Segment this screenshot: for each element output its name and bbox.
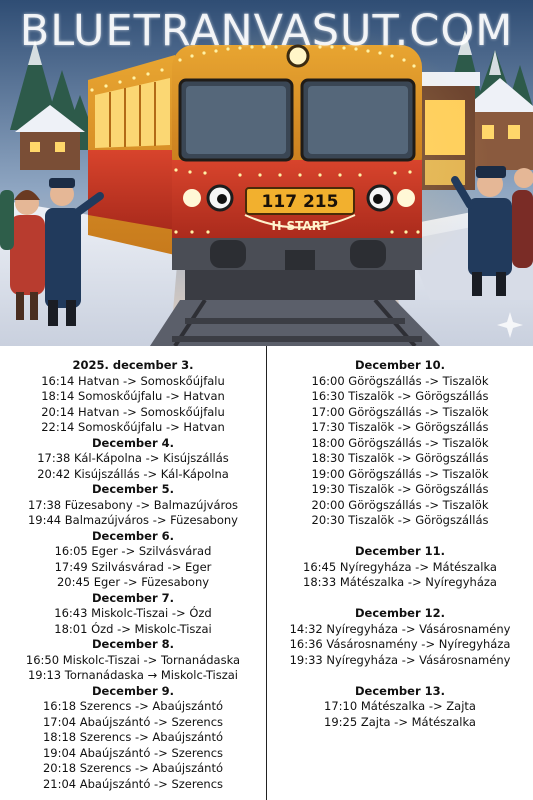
day-title: December 6. bbox=[91, 528, 175, 543]
trip-entry: 17:49 Szilvásvárad -> Eger bbox=[54, 559, 212, 574]
trip-entry: 20:42 Kisújszállás -> Kál-Kápolna bbox=[37, 466, 229, 481]
day-title: December 5. bbox=[91, 482, 175, 496]
trip-entry: 20:18 Szerencs -> Abaújszántó bbox=[42, 761, 224, 775]
trip-entry: 20:00 Görögszállás -> Tiszalök bbox=[311, 497, 489, 512]
trip-entry: 17:38 Kál-Kápolna -> Kisújszállás bbox=[37, 451, 229, 465]
railway-track bbox=[150, 300, 440, 346]
trip-entry: 19:04 Abaújszántó -> Szerencs bbox=[42, 745, 224, 760]
day-block bbox=[267, 684, 533, 731]
day-block bbox=[0, 358, 266, 436]
train-front bbox=[172, 45, 422, 300]
trip-entry: 16:05 Eger -> Szilvásvárad bbox=[54, 544, 212, 558]
trip-entry: 14:32 Nyíregyháza -> Vásárosnamény bbox=[289, 621, 511, 636]
trip-entry: 18:00 Görögszállás -> Tiszalök bbox=[311, 435, 489, 450]
trip-entry: 16:36 Vásárosnamény -> Nyíregyháza bbox=[289, 637, 511, 651]
day-spacer bbox=[267, 668, 533, 684]
trip-entry: 16:14 Hatvan -> Somoskőújfalu bbox=[41, 373, 225, 388]
trip-entry: 17:04 Abaújszántó -> Szerencs bbox=[42, 714, 224, 729]
trip-entry: 17:38 Füzesabony -> Balmazújváros bbox=[27, 497, 238, 512]
trip-entry: 16:30 Tiszalök -> Görögszállás bbox=[311, 389, 489, 403]
day-block bbox=[0, 436, 266, 483]
day-spacer bbox=[267, 529, 533, 545]
day-block bbox=[267, 358, 533, 529]
day-block bbox=[267, 606, 533, 668]
trip-entry: 17:30 Tiszalök -> Görögszállás bbox=[311, 420, 489, 434]
trip-entry: 18:18 Szerencs -> Abaújszántó bbox=[42, 730, 224, 744]
site-watermark: BLUETRANVASUT.COM bbox=[19, 6, 514, 56]
trip-entry: 16:18 Szerencs -> Abaújszántó bbox=[42, 699, 224, 713]
trip-entry: 20:45 Eger -> Füzesabony bbox=[56, 575, 210, 589]
day-title: December 4. bbox=[91, 435, 175, 450]
timetable-right-column bbox=[267, 358, 533, 730]
trip-entry: 19:13 Tornanádaska → Miskolc-Tiszai bbox=[27, 668, 239, 682]
day-spacer bbox=[267, 591, 533, 607]
day-title: 2025. december 3. bbox=[72, 358, 194, 372]
trip-entry: 18:14 Somoskőújfalu -> Hatvan bbox=[41, 389, 225, 403]
trip-entry: 20:30 Tiszalök -> Görögszállás bbox=[311, 513, 489, 527]
timetable bbox=[0, 346, 533, 800]
timetable-left-column bbox=[0, 358, 266, 792]
trip-entry: 18:01 Ózd -> Miskolc-Tiszai bbox=[54, 621, 212, 636]
trip-entry: 21:04 Abaújszántó -> Szerencs bbox=[42, 776, 224, 791]
train-side bbox=[88, 55, 175, 255]
day-title: December 7. bbox=[91, 590, 175, 605]
trip-entry: 16:00 Görögszállás -> Tiszalök bbox=[311, 373, 489, 388]
hero-illustration bbox=[0, 0, 533, 346]
trip-entry: 19:44 Balmazújváros -> Füzesabony bbox=[27, 513, 238, 527]
day-title: December 12. bbox=[354, 606, 446, 620]
day-block bbox=[0, 684, 266, 793]
trip-entry: 19:30 Tiszalök -> Görögszállás bbox=[311, 482, 489, 496]
trip-entry: 16:45 Nyíregyháza -> Mátészalka bbox=[303, 559, 497, 574]
day-title: December 11. bbox=[354, 544, 446, 558]
trip-entry: 19:00 Görögszállás -> Tiszalök bbox=[311, 466, 489, 481]
day-block bbox=[0, 637, 266, 684]
trip-entry: 18:33 Mátészalka -> Nyíregyháza bbox=[303, 575, 497, 589]
trip-entry: 16:43 Miskolc-Tiszai -> Ózd bbox=[54, 606, 212, 620]
trip-entry: 17:10 Mátészalka -> Zajta bbox=[324, 699, 476, 713]
day-block bbox=[0, 591, 266, 638]
trip-entry: 22:14 Somoskőújfalu -> Hatvan bbox=[41, 420, 225, 434]
locomotive-number-plate: 117 215 bbox=[261, 192, 339, 212]
day-title: December 10. bbox=[354, 358, 446, 372]
trip-entry: 19:33 Nyíregyháza -> Vásárosnamény bbox=[289, 652, 511, 667]
trip-entry: 19:25 Zajta -> Mátészalka bbox=[324, 714, 476, 729]
locomotive-name-label: H-START bbox=[271, 219, 329, 233]
trip-entry: 18:30 Tiszalök -> Görögszállás bbox=[311, 451, 489, 465]
day-block bbox=[0, 482, 266, 529]
trip-entry: 20:14 Hatvan -> Somoskőújfalu bbox=[41, 404, 225, 419]
day-title: December 9. bbox=[91, 683, 175, 698]
day-block bbox=[267, 544, 533, 591]
trip-entry: 17:00 Görögszállás -> Tiszalök bbox=[311, 404, 489, 419]
day-title: December 13. bbox=[354, 683, 446, 698]
trip-entry: 16:50 Miskolc-Tiszai -> Tornanádaska bbox=[25, 652, 241, 667]
day-block bbox=[0, 529, 266, 591]
day-title: December 8. bbox=[91, 637, 175, 651]
